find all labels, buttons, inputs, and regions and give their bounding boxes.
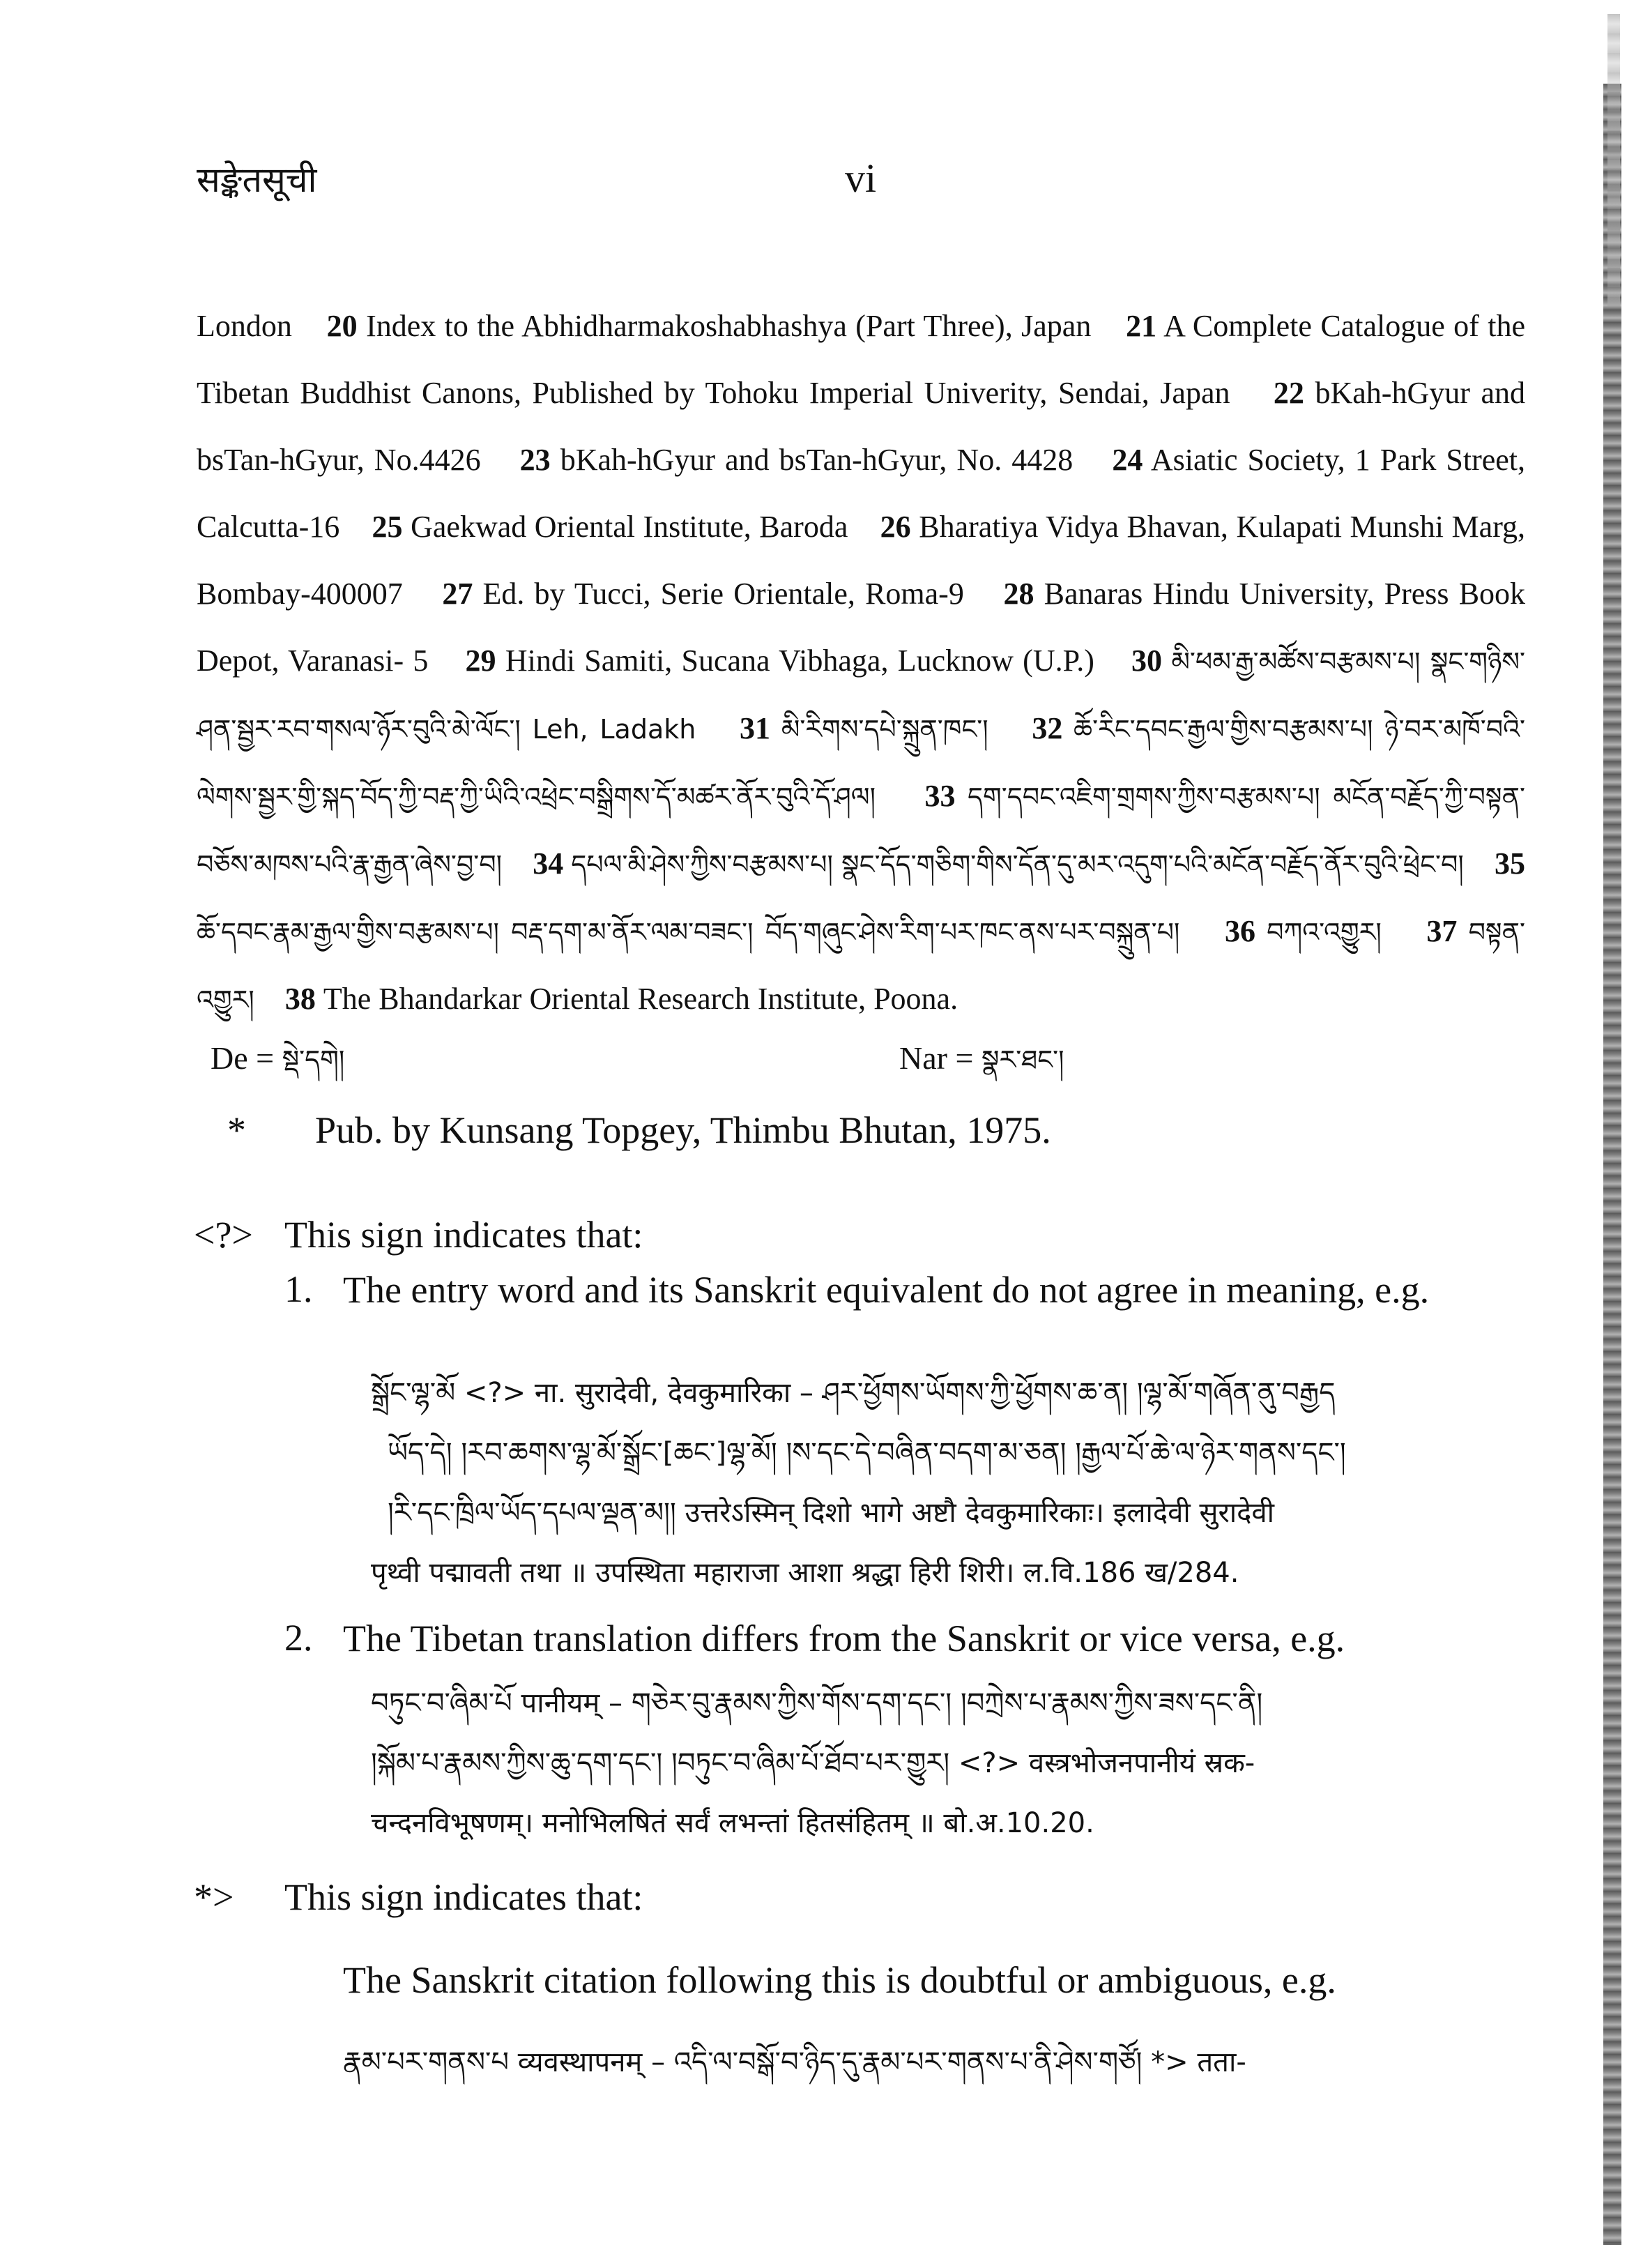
source-entry: 37 བསྟན་འགྱུར། — [197, 914, 1526, 1015]
source-entry: 30 མི་ཕམ་རྒྱ་མཚོས་བརྩམས་པ། སྣང་གཉིས་ཤན་སྦྱར་རབ་གསལ་ཉོར་བུའི་མེ་ལོང་། Leh, Ladakh — [197, 644, 1526, 745]
scan-edge-strip-top — [1607, 14, 1620, 307]
star-note-text: Pub. by Kunsang Topgey, Thimbu Bhutan, 1975. — [315, 1109, 1051, 1151]
sign-question-item-text: The entry word and its Sanskrit equivalent do not agree in meaning, e.g. — [343, 1269, 1430, 1311]
page-number: vi — [845, 155, 877, 201]
source-entry: 26 Bharatiya Vidya Bhavan, Kulapati Munshi Marg, Bombay-400007 — [197, 510, 1526, 611]
sign-question-item-number: 2. — [284, 1617, 313, 1659]
source-entry: 23 bKah-hGyur and bsTan-hGyur, No. 4428 — [519, 443, 1074, 477]
abbreviation-de: De = སྡེ་དགེ། — [211, 1040, 345, 1076]
source-entry: 28 Banaras Hindu University, Press Book Depot, Varanasi- 5 — [197, 577, 1526, 678]
example-line: །སྐོམ་པ་རྣམས་ཀྱིས་ཆུ་དག་དང་། །བཏུང་བ་ཞིམ་པོ་ཐོབ་པར་གྱུར། <?> वस्त्रभोजनपानीयं स्रक- — [371, 1747, 1255, 1779]
source-entry: 21 A Complete Catalogue of the Tibetan Buddhist Canons, Published by Tohoku Imperial Univerity, Sendai, Japan — [197, 309, 1526, 410]
example-line: །རི་དང་ཁྲིལ་ཡོད་དཔལ་ལྡན་མ།། उत्तरेऽस्मिन् दिशो भागे अष्टौ देवकुमारिकाः। इलादेवी सुरादेवी — [388, 1497, 1275, 1529]
scan-edge-strip — [1603, 84, 1621, 2245]
source-entry: 29 Hindi Samiti, Sucana Vibhaga, Lucknow (U.P.) — [465, 644, 1094, 678]
example-line: ཡོད་དེ། །རབ་ཆགས་ལྷ་མོ་སྒྲོང་[ཆང་]ལྷ་མོ། །ས་དང་དེ་བཞིན་བདག་མ་ཅན། །རྒྱལ་པོ་ཆེ་ལ་ཉེར་གནས་དང་། — [388, 1437, 1346, 1469]
example-line: རྣམ་པར་གནས་པ व्यवस्थापनम् – འདི་ལ་བསྒོ་བ་ཉིད་དུ་རྣམ་པར་གནས་པ་ནི་ཤེས་གཙོ། *> तता- — [343, 2046, 1246, 2078]
source-entry: 27 Ed. by Tucci, Serie Orientale, Roma-9 — [442, 577, 964, 611]
source-entry: 34 དཔལ་མི་ཤེས་ཀྱིས་བརྩམས་པ། སྣང་དོད་གཅིག་གིས་དོན་དུ་མར་འདུག་པའི་མངོན་བརྗོད་ནོར་བུའི་ཕྲེང་བ། — [533, 846, 1464, 881]
source-entry: London — [197, 309, 292, 343]
abbreviation-nar: Nar = སྣར་ཐང་། — [899, 1040, 1064, 1076]
source-entry: 33 དག་དབང་འཇིག་གྲགས་ཀྱིས་བརྩམས་པ། མངོན་བརྗོད་ཀྱི་བསྟན་བཅོས་མཁས་པའི་རྣ་རྒྱན་ཞེས་བྱ་བ། — [197, 779, 1525, 880]
sign-star-symbol: *> — [194, 1876, 234, 1918]
example-line: སྒྲོང་ལྷ་མོ <?> ना. सुरादेवी, देवकुमारिका – ཤར་ཕྱོགས་ཡོགས་ཀྱི་ཕྱོགས་ཆ་ན། །ལྷ་མོ་གཞོན་ནུ་བརྒྱད — [371, 1377, 1336, 1409]
source-entry: 25 Gaekwad Oriental Institute, Baroda — [372, 510, 848, 544]
sign-question-symbol: <?> — [194, 1214, 253, 1256]
sources-paragraph — [197, 293, 1525, 1033]
example-line: पृथ्वी पद्मावती तथा ॥ उपस्थिता महाराजा आशा श्रद्धा हिरी शिरी। ल.वि.186 ख/284. — [371, 1557, 1239, 1589]
source-entry: 20 Index to the Abhidharmakoshabhashya (Part Three), Japan — [326, 309, 1092, 343]
source-entry: 38 The Bhandarkar Oriental Research Institute, Poona. — [284, 982, 958, 1016]
source-entry: 22 bKah-hGyur and bsTan-hGyur, No.4426 — [197, 376, 1526, 477]
running-header-title: सङ्केतसूची — [197, 160, 317, 199]
sign-question-text: This sign indicates that: — [284, 1214, 643, 1256]
source-entry: 32 ཆོ་རིང་དབང་རྒྱལ་གྱིས་བརྩམས་པ། ཉེ་བར་མཁོ་བའི་ལེགས་སྦྱར་གྱི་སྐད་བོད་ཀྱི་བརྡ་ཀྱི་ཡིའི་འཕྲེང་བསྒྲིགས་དོ་མཚར་ནོར་བུའི་དོ་ཤལ། — [197, 711, 1526, 812]
example-line: चन्दनविभूषणम्। मनोभिलषितं सर्वं लभन्तां हितसंहितम् ॥ बो.अ.10.20. — [371, 1807, 1094, 1839]
source-entry: 36 བཀའ་འགྱུར། — [1224, 914, 1382, 948]
sign-question-item-text: The Tibetan translation differs from the Sanskrit or vice versa, e.g. — [343, 1618, 1345, 1659]
source-entry: 31 མི་རིགས་དཔེ་སྐྲུན་ཁང་། — [740, 711, 988, 745]
example-line: བཏུང་བ་ཞིམ་པོ पानीयम् – གཅེར་བུ་རྣམས་ཀྱིས་གོས་དག་དང་། །བཀྲེས་པ་རྣམས་ཀྱིས་ཟས་དང་ནི། — [371, 1687, 1263, 1719]
source-entry: 35 ཆོ་དབང་རྣམ་རྒྱལ་གྱིས་བརྩམས་པ། བརྡ་དག་མ་ནོར་ལམ་བཟང་། བོད་གཞུང་ཤེས་རིག་པར་ཁང་ནས་པར་བསྐྲུན་པ། — [197, 846, 1526, 947]
star-note-symbol: * — [227, 1109, 246, 1151]
sign-star-text: This sign indicates that: — [284, 1876, 643, 1918]
sign-question-item-number: 1. — [284, 1268, 313, 1310]
source-entry: 24 Asiatic Society, 1 Park Street, Calcutta-16 — [197, 443, 1526, 544]
sign-star-explanation: The Sanskrit citation following this is doubtful or ambiguous, e.g. — [343, 1959, 1336, 2001]
